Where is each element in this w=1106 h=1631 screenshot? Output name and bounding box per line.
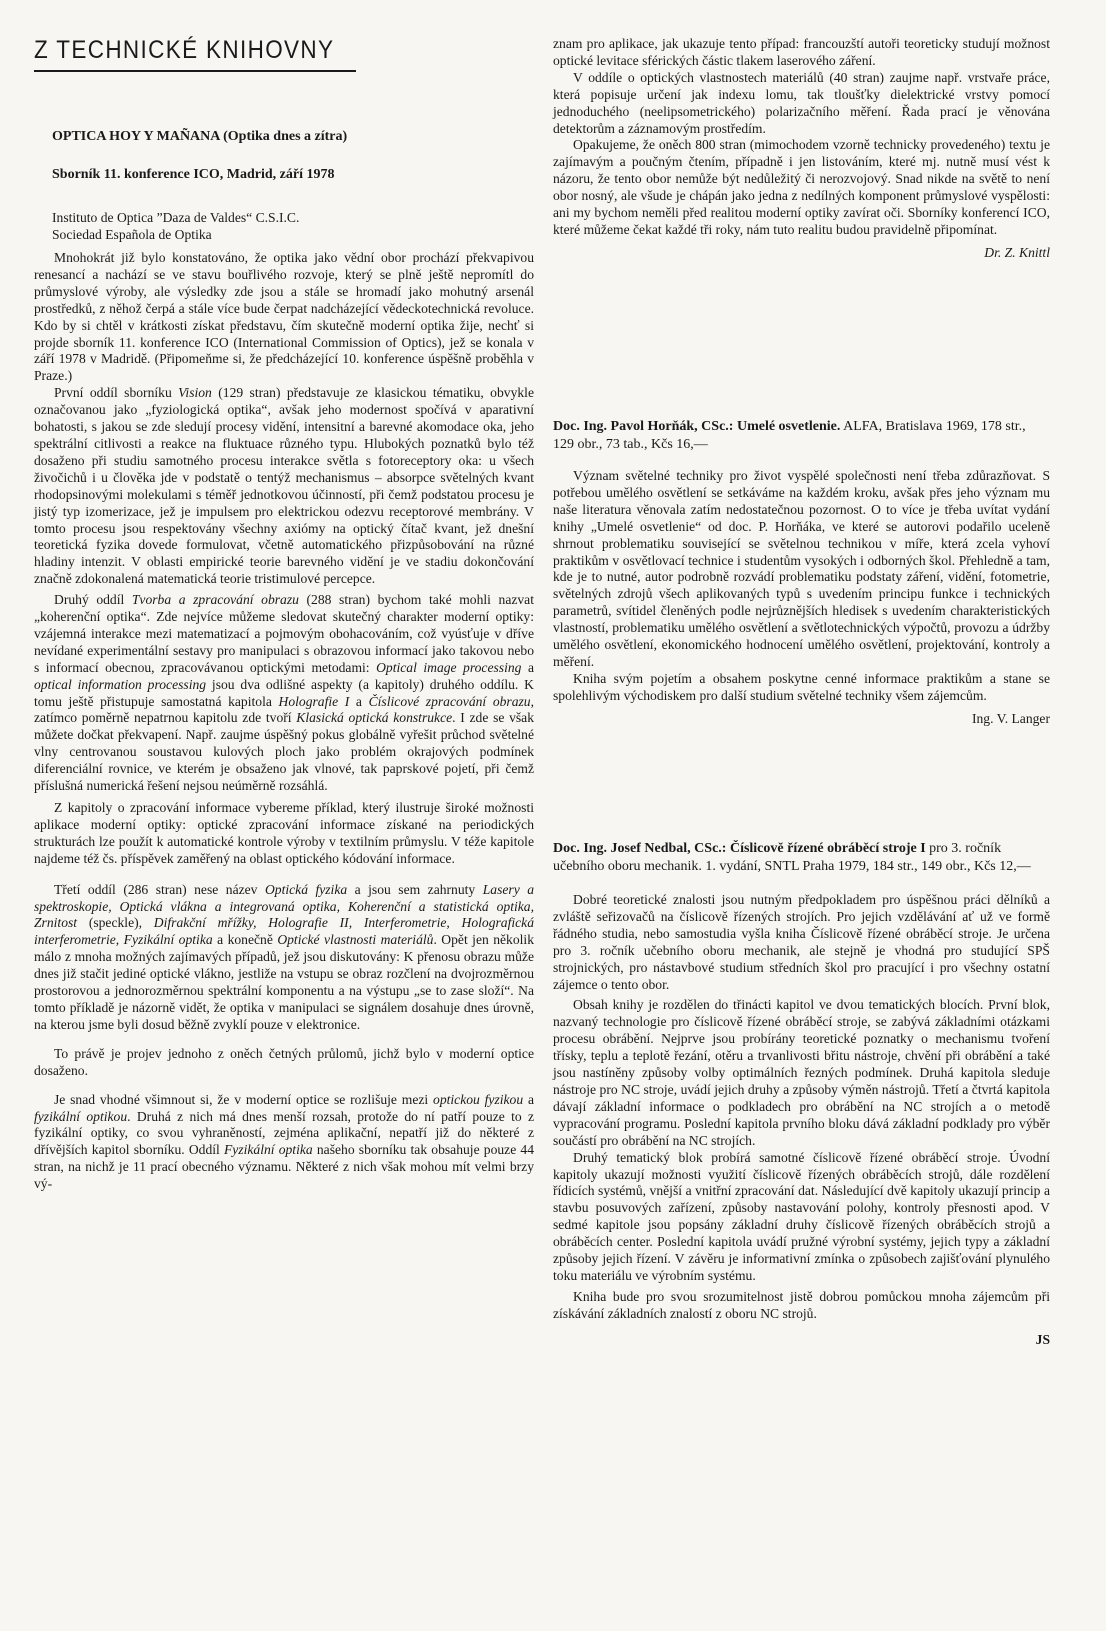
review3-book-title: Číslicově řízené obráběcí stroje I (729, 841, 926, 856)
review3-author: Doc. Ing. Josef Nedbal, CSc.: (553, 841, 727, 856)
review1-paragraph-7: Je snad vhodné všimnout si, že v moderní optice se rozlišuje mezi optickou fyzikou a fyzikální optikou. Druhá z nich má dnes menší rozsah, protože do ní patří pouze to z fyzikální optiky, co svou vyhraněností, zejména aplikační, nepatří již do některé z dřívějších kapitol sborníku. Oddíl Fyzikální optika našeho sborníku tak obsahuje pouze 44 stran, na nichž je 11 prací obecného významu. Některé z nich však mohou mít velmi brzy vý- (34, 1091, 535, 1192)
review1-paragraph-6: To právě je projev jednoho z oněch četných průlomů, jichž bylo v moderní optice dosaženo. (34, 1045, 534, 1078)
review1-subtitle: Sborník 11. konference ICO, Madrid, září 1978 (52, 167, 335, 182)
review1-body-left (34, 250, 534, 1193)
review1-body-right (553, 36, 1050, 261)
section-heading: Z TECHNICKÉ KNIHOVNY (34, 36, 335, 64)
review2-details: ALFA, Bratislava 1969, 178 str., 129 obr., 73 tab., Kčs 16,— (553, 419, 1026, 452)
review3-paragraph-3: Druhý tematický blok probírá samotné číslicově řízené obráběcí stroje. Úvodní kapitoly ukazují možnosti využití číslicově řízených obráběcích strojů, dále rozdělení řídicích systémů, vnější a vnitřní zpracování dat. Následující dvě kapitoly ukazují princip a stavbu posuvových zařízení, způsoby nastavování polohy, kontroly přesnosti apod. V sedmé kapitole jsou popsány základní druhy číslicově řízených obráběcích strojů a obráběcích center. Poslední kapitola uvádí pružné výrobní systémy, jejich typy a základní způsoby jejich řízení. V závěru je informativní zmínka o způsobech zajišťování plynulého toku materiálu ve výrobním systému. (553, 1149, 1050, 1283)
review3-details: pro 3. ročník učebního oboru mechanik. 1. vydání, SNTL Praha 1979, 184 str., 149 obr., Kčs 12,— (553, 841, 1031, 874)
review1-paragraph-5: Třetí oddíl (286 stran) nese název Optická fyzika a jsou sem zahrnuty Lasery a spektroskopie, Optická vlákna a integrovaná optika, Koherenční a statistická optika, Zrnitost (speckle), Difrakční mřížky, Holografie II, Interferometrie, Holografická interferometrie, Fyzikální optika a konečně Optické vlastnosti materiálů. Opět jen několik málo z mnoha možných zajímavých případů, jež jsou diskutovány: K přenosu obrazu může dnes již stačit jediné optické vlákno, jestliže na vstupu se obraz rozčlení na dvojrozměrnou prostorovou a jednorozměrnou spektrální komponentu a na výstupu „se to zase složí“. Na tomto příkladě je názorně vidět, že optika v manipulaci se signálem dosahuje dnes úrovně, na kterou jsme byli dosud běžně zvyklí pouze v elektronice. (34, 881, 534, 1032)
review3-header (553, 840, 1050, 876)
review1-signature: Dr. Z. Knittl (984, 244, 1050, 260)
review1-paragraph-4: Z kapitoly o zpracování informace vybereme příklad, který ilustruje široké možnosti aplikace moderní optiky: optické zpracování informace získané na periodických strukturách lze použít k automatické kontrole výroby v textilním průmyslu. V téže kapitole najdeme též čs. příspěvek zaměřený na oblast optického kódování informace. (34, 800, 534, 866)
review2-author: Doc. Ing. Pavol Horňák, CSc.: (553, 419, 734, 434)
review3-paragraph-1: Dobré teoretické znalosti jsou nutným předpokladem pro úspěšnou práci dělníků a zvláště seřizovačů na číslicově řízených strojích. Pro jejich vzdělávání ať už ve formě řádného studia, nebo samostudia vyšla kniha Číslicově řízené obráběcí stroje. Je určena pro 3. ročník učebního oboru mechanik, ale stejně je vhodná pro studující SPŠ strojnických, pro nástavbové studium středních škol pro pracující i pro všechny ostatní zájemce o tento obor. (553, 892, 1050, 992)
review2-signature: Ing. V. Langer (971, 710, 1050, 726)
review1-paragraph-8: V oddíle o optických vlastnostech materiálů (40 stran) zaujme např. vrstvaře práce, která popisuje určení jak indexu lomu, tak tloušťky dielektrické vrstvy pomocí jednoduchého (neelipsometrického) polarizačního měření. Řada prací je věnována detektorům a záznamovým prostředím. (553, 69, 1050, 136)
review2-paragraph-2: Kniha svým pojetím a obsahem poskytne cenné informace praktikům a stane se spolehlivým východiskem pro další studium světelné techniky všem zájemcům. (553, 670, 1050, 703)
review2-header (553, 418, 1050, 454)
review1-publisher-2: Sociedad Española de Optika (52, 227, 212, 242)
review1-paragraph-2: První oddíl sborníku Vision (129 stran) představuje ze klasickou tématiku, obvykle označovanou jako „fyziologická optika“, avšak jeho modernost spočívá v aparativní bohatosti, s jakou se zde sledují procesy vidění, intensitní a barevné akomodace oka, jeho spektrální citlivosti a reakce na fluktuace různého typu. Hlubokých poznatků bylo též dosaženo při studiu samotného procesu interakce světla s fotoreceptory oka: u všech živočichů i u člověka jde v podstatě o tentýž mechanismus – absorpce světelných kvant rhodopsinovými molekulami s téměř jednotkovou účinností, při čemž podstatou procesu je jistý typ izomerizace, jež je impulsem pro elektrickou odezvu receptorové membrány. V tomto procesu jsou respektovány všechny axiómy na optický čítač kvant, jež dnešní teoretická fyzika dovede formulovat, včetně automatického přizpůsobování na různé hladiny intenzit. V oblasti empirické teorie barevného vidění je ve stadiu dokončování značně zdokonalená matematická teorie tristimulové percepce. (34, 385, 534, 587)
review2-book-title: Umelé osvetlenie. (736, 419, 841, 434)
review3-paragraph-4: Kniha bude pro svou srozumitelnost jistě dobrou pomůckou mnoha zájemcům při získávání základních znalostí z oboru NC strojů. (553, 1288, 1050, 1321)
review1-paragraph-9: Opakujeme, že oněch 800 stran (mimochodem vzorně technicky provedeného) textu je zajímavým a poučným čtením, případně i jen listováním, které mj. nutně musí vést k názoru, že tento obor nemůže být nedůležitý či nerozvojový. Snad nikde na světě to není obor nosný, ale všude je chápán jako jedna z nedílných komponent průmyslové vyspělosti: ani my bychom neměli před realitou moderní optiky zavírat oči. Sborníky konferencí ICO, které můžeme čekat každé tři roky, nám tuto realitu budou pravidelně připomínat. (553, 137, 1050, 237)
review3-signature: JS (1035, 1331, 1050, 1347)
review3 (553, 840, 1050, 1348)
review2 (553, 418, 1050, 727)
review1-continuation: znam pro aplikace, jak ukazuje tento případ: francouzští autoři teoreticky studují možnost optické levitace sférických částic tlakem laserového záření. (553, 36, 1050, 68)
review2-paragraph-1: Význam světelné techniky pro život vyspělé společnosti není třeba zdůrazňovat. S potřebou umělého osvětlení se setkáváme na každém kroku, avšak přes jeho význam mu naše literatura věnovala zatím nedostatečnou pozornost. O to více je třeba uvítat vydání knihy „Umelé osvetlenie“ od doc. P. Horňáka, ve které se autorovi podařilo uceleně shrnout problematiku související se světelnou technikou v míře, která zcela vyhoví praktikům v osvětlovací technice i studentům vysokých i odborných škol. Přehledně a tam, kde je to nutné, autor podrobně rozvádí problematiku podstaty záření, vidění, fotometrie, světelných zdrojů všech aplikovaných typů s uvedením principu funkce i technických parametrů, svítidel členěných podle nejrůznějších hledisek s uvedením charakteristických vlastností, problematiku umělého osvětlení a světlotechnických výpočtů, provozu a údržby umělého osvětlení, ekonomického hodnocení umělého osvětlení, projektování, kontroly a měření. (553, 468, 1050, 669)
review1-publisher-1: Instituto de Optica ”Daza de Valdes“ C.S.I.C. (52, 210, 300, 225)
review1-paragraph-1: Mnohokrát již bylo konstatováno, že optika jako vědní obor prochází překvapivou renesancí a nachází se ve stavu bouřlivého rozvoje, který se plně ještě nepromítl do průmyslové výroby, ale výsledky zde jsou a stále se hromadí jako mohutný arsenál prostředků, z něhož čerpá a stále více bude čerpat nadcházející vědeckotechnická revoluce. Kdo by si chtěl v krátkosti získat představu, čím skutečně moderní optika žije, nechť si projde sborník 11. konference ICO (International Commission of Optics), jež se konala v září 1978 v Madridě. (Připomeňme si, že předcházející 10. konference úspěšně proběhla v Praze.) (34, 250, 534, 384)
review3-paragraph-2: Obsah knihy je rozdělen do třinácti kapitol ve dvou tematických blocích. První blok, nazvaný technologie pro číslicově řízené obráběcí stroje, se zabývá základními otázkami procesu obrábění. Nejprve jsou probírány teoretické poznatky o mechanismu tvoření třísky, teplu a teplotě řezání, otěru a trvanlivosti břitu nástroje, chvění při obrábění a také jsou nastíněny způsoby volby optimálních řezných podmínek. Druhá kapitola sleduje nástroje pro NC stroje, uvádí jejich druhy a způsoby výměn nástrojů. Třetí a čtvrtá kapitola dávají základní informace o podkladech pro obrábění na NC strojích a o metodě vypracování programu. Poslední kapitola prvního bloku dává základní podklady pro výběr součástí pro obrábění na NC strojích. (553, 997, 1050, 1148)
review1-title: OPTICA HOY Y MAÑANA (Optika dnes a zítra) (52, 129, 348, 144)
review1-paragraph-3: Druhý oddíl Tvorba a zpracování obrazu (288 stran) bychom také mohli nazvat „koherenční optika“. Zde nejvíce můžeme sledovat skutečný charakter moderní optiky: vzájemná interakce mezi matematizací a pojmovým obohacováním, což vyúsťuje v dříve nevídané experimentální sestavy pro manipulaci s obrazovou informací jako takovou nebo s informací obecnou, zpracovávanou optickými metodami: Optical image processing a optical information processing jsou dva odlišné aspekty (a kapitoly) druhého oddílu. K tomu ještě přistupuje samostatná kapitola Holografie I a Číslicové zpracování obrazu, zatímco poměrně nepatrnou kapitolu zde tvoří Klasická optická konstrukce. I zde se však můžete dočkat překvapení. Např. zaujme úspěšný pokus globálně vyřešit průchod světelné vlny centrovanou soustavou kulových ploch jako problém okrajových podmínek diferenciální rovnice, ve kterém je obsaženo jak vlnové, tak paprskové pojetí, při čemž příslušná numerická řešení nejsou neúměrně rozsáhlá. (34, 592, 535, 794)
heading-underline (34, 70, 356, 72)
